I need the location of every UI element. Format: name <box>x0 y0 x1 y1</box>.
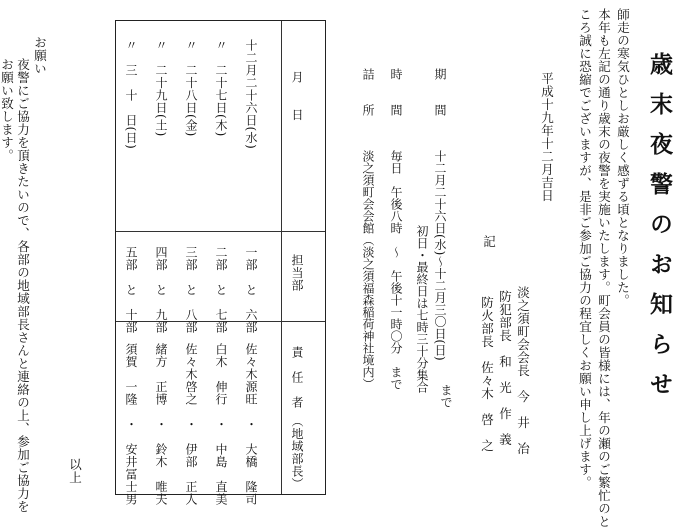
ki-mark: 記 <box>481 235 497 248</box>
row-dept: 二部 と 七部 <box>214 246 228 334</box>
closing: 以上 <box>67 458 83 484</box>
post-value: 淡之須町会会館（淡之須福森稲荷神社境内） <box>361 150 375 390</box>
intro-line-3: ころ誠に恐縮でございますが、是非ご参加ご協力の程宜しくお願い申し上げます。 <box>577 8 593 489</box>
document-title: 歳末夜警のお知らせ <box>646 52 673 412</box>
intro-line-2: 本年も左記の通り歳末の夜警を実施いたします。町会員の皆様には、年の瀬のご繁忙のと <box>596 8 612 528</box>
row-dept: 三部 と 八部 <box>184 246 198 334</box>
issue-date: 平成十九年十二月吉日 <box>539 72 555 202</box>
header-resp: 責 任 者 （地域部長） <box>290 346 304 490</box>
period-label: 期 間 <box>433 68 447 116</box>
row-resp: 佐々木源旺 ・ 大橋 隆司 <box>244 343 258 506</box>
row-dept: 四部 と 九部 <box>154 246 168 334</box>
time-value: 毎日 午後八時 〜 午後十一時〇分 まで <box>389 150 403 390</box>
time-label: 時 間 <box>389 68 403 116</box>
period-value: 十二月二十六日(水)〜十二月三〇日(日) <box>433 150 447 361</box>
request-line-2: お願い致します。 <box>0 58 15 162</box>
request-line-1: 夜警にご協力を頂きたいので、各部の地域部長さんと連絡の上、参加ご協力を <box>15 58 31 513</box>
row-resp: 白木 伸行 ・ 中島 直美 <box>214 343 228 506</box>
intro-line-1: 師走の寒気ひとしお厳しく感ずる頃となりました。 <box>615 8 631 307</box>
row-day: 〃 二十七日(木) <box>214 39 228 137</box>
row-day: 十二月二十六日(水) <box>244 39 258 150</box>
post-label: 詰 所 <box>361 68 375 116</box>
signer-2: 防犯部長 和 光 作 義 <box>497 290 513 446</box>
row-day: 〃 二十九日(土) <box>154 39 168 137</box>
schedule-table <box>115 20 326 506</box>
row-dept: 五部 と 十部 <box>124 246 138 334</box>
row-resp: 緒方 正博 ・ 鈴木 唯夫 <box>154 343 168 506</box>
header-divider <box>281 21 282 494</box>
table-divider-1 <box>116 231 325 232</box>
request-heading: お願い <box>32 36 48 75</box>
row-resp: 佐々木啓之 ・ 伊部 正人 <box>184 343 198 506</box>
signer-3: 防火部長 佐々木 啓 之 <box>479 296 495 452</box>
row-dept: 一部 と 六部 <box>244 246 258 334</box>
header-day: 月 日 <box>290 71 304 121</box>
header-dept: 担当部 <box>290 254 304 292</box>
period-made: まで <box>439 384 453 408</box>
row-resp: 須賀 一隆 ・ 安井冨士男 <box>124 343 138 506</box>
signer-1: 淡之須町会会長 今 井 冶 <box>515 286 531 455</box>
row-day: 〃 三 十 日(日) <box>124 39 138 150</box>
period-note: 初日・最終日は七時三十分集合 <box>415 225 429 393</box>
row-day: 〃 二十八日(金) <box>184 39 198 137</box>
